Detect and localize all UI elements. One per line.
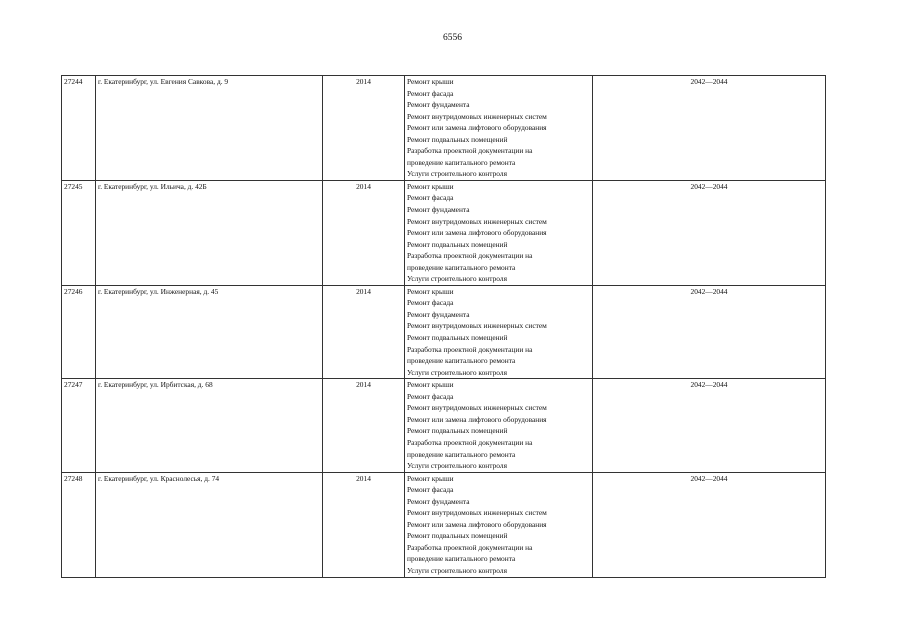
record-number: 27244 [62, 76, 96, 181]
work-item: Услуги строительного контроля [407, 565, 507, 575]
work-item: Разработка проектной документации на [407, 344, 533, 354]
work-item: Ремонт подвальных помещений [407, 531, 508, 541]
work-item: Разработка проектной документации на [407, 542, 533, 552]
year-cell: 2014 [323, 472, 405, 577]
work-item: Ремонт крыши [407, 380, 454, 390]
repair-period: 2042—2044 [593, 285, 826, 378]
work-item: Ремонт подвальных помещений [407, 333, 508, 343]
work-item: Услуги строительного контроля [407, 274, 507, 284]
work-item: Услуги строительного контроля [407, 461, 507, 471]
year-cell: 2014 [323, 285, 405, 378]
work-item: проведение капитального ремонта [407, 356, 516, 366]
year-cell: 2014 [323, 379, 405, 472]
work-item: Ремонт фундамента [407, 309, 470, 319]
repair-period: 2042—2044 [593, 180, 826, 285]
building-address: г. Екатеринбург, ул. Инженерная, д. 45 [96, 285, 323, 378]
work-item: Ремонт внутридомовых инженерных систем [407, 403, 547, 413]
work-item: Ремонт подвальных помещений [407, 239, 508, 249]
record-number: 27246 [62, 285, 96, 378]
work-item: Ремонт внутридомовых инженерных систем [407, 216, 547, 226]
building-address: г. Екатеринбург, ул. Ильича, д. 42Б [96, 180, 323, 285]
work-item: Ремонт фундамента [407, 205, 470, 215]
repair-period: 2042—2044 [593, 76, 826, 181]
work-item: Ремонт или замена лифтового оборудования [407, 228, 547, 238]
work-item: Ремонт подвальных помещений [407, 426, 508, 436]
work-item: Ремонт крыши [407, 286, 454, 296]
page-number: 6556 [443, 33, 462, 43]
work-item: проведение капитального ремонта [407, 449, 516, 459]
table-row [62, 379, 826, 472]
year-cell: 2014 [323, 180, 405, 285]
works-list [405, 379, 593, 472]
table-row [62, 285, 826, 378]
table-row [62, 180, 826, 285]
work-item: Ремонт фундамента [407, 100, 470, 110]
work-item: Ремонт или замена лифтового оборудования [407, 519, 547, 529]
work-item: Разработка проектной документации на [407, 437, 533, 447]
work-item: Ремонт подвальных помещений [407, 134, 508, 144]
work-item: Ремонт фасада [407, 485, 454, 495]
work-item: Услуги строительного контроля [407, 367, 507, 377]
work-item: Ремонт внутридомовых инженерных систем [407, 508, 547, 518]
work-item: Ремонт внутридомовых инженерных систем [407, 321, 547, 331]
building-address: г. Екатеринбург, ул. Евгения Савкова, д. 9 [96, 76, 323, 181]
work-item: Ремонт фасада [407, 391, 454, 401]
repair-period: 2042—2044 [593, 472, 826, 577]
repair-schedule-table [61, 75, 826, 578]
table-row [62, 76, 826, 181]
works-list [405, 472, 593, 577]
works-list [405, 76, 593, 181]
repair-period: 2042—2044 [593, 379, 826, 472]
work-item: Ремонт крыши [407, 473, 454, 483]
work-item: Ремонт или замена лифтового оборудования [407, 123, 547, 133]
building-address: г. Екатеринбург, ул. Ирбитская, д. 68 [96, 379, 323, 472]
works-list [405, 180, 593, 285]
work-item: Ремонт фасада [407, 298, 454, 308]
work-item: Ремонт внутридомовых инженерных систем [407, 111, 547, 121]
work-item: Ремонт фундамента [407, 496, 470, 506]
work-item: проведение капитального ремонта [407, 262, 516, 272]
work-item: Ремонт фасада [407, 88, 454, 98]
work-item: Ремонт крыши [407, 77, 454, 86]
record-number: 27248 [62, 472, 96, 577]
work-item: Ремонт или замена лифтового оборудования [407, 414, 547, 424]
work-item: Ремонт фасада [407, 193, 454, 203]
works-list [405, 285, 593, 378]
work-item: Услуги строительного контроля [407, 169, 507, 179]
work-item: Ремонт крыши [407, 181, 454, 191]
table-row [62, 472, 826, 577]
work-item: Разработка проектной документации на [407, 251, 533, 261]
building-address: г. Екатеринбург, ул. Краснолесья, д. 74 [96, 472, 323, 577]
work-item: проведение капитального ремонта [407, 157, 516, 167]
work-item: проведение капитального ремонта [407, 554, 516, 564]
year-cell: 2014 [323, 76, 405, 181]
work-item: Разработка проектной документации на [407, 146, 533, 156]
record-number: 27245 [62, 180, 96, 285]
record-number: 27247 [62, 379, 96, 472]
